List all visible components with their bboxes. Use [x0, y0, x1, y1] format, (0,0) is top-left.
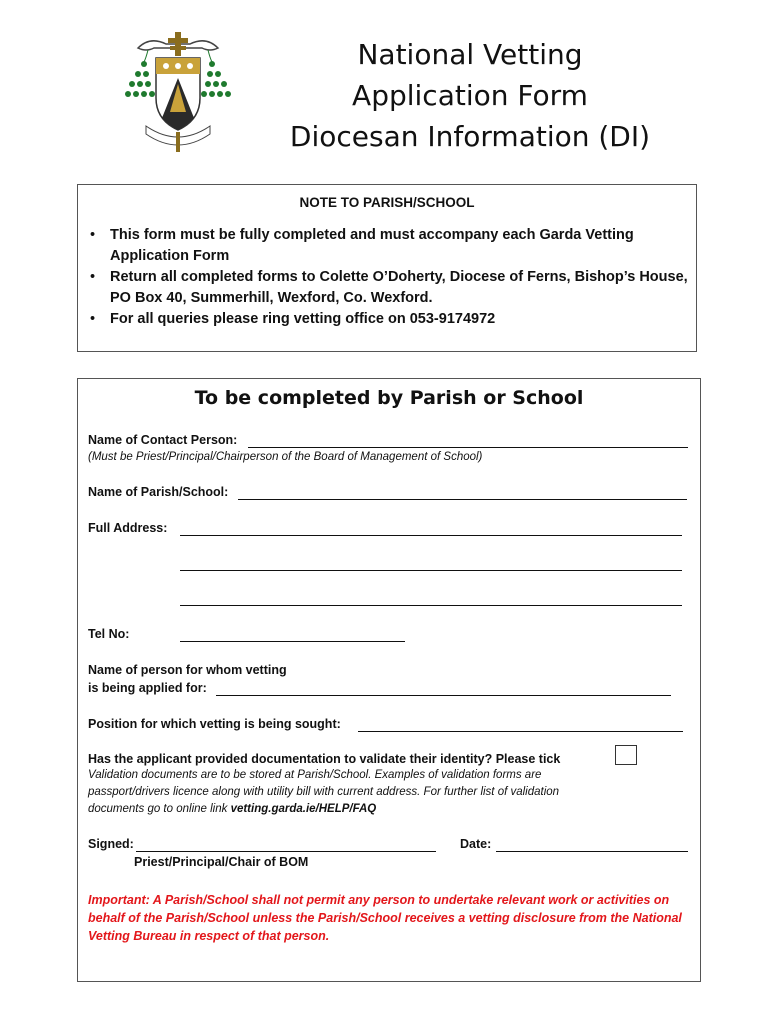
- diocese-crest-logo: [118, 28, 238, 154]
- note-box: [77, 184, 697, 352]
- note-item: [88, 309, 688, 330]
- note-item-text: For all queries please ring vetting office on 053-9174972: [110, 311, 496, 327]
- address-line-1-field[interactable]: [180, 535, 682, 536]
- validation-link[interactable]: vetting.garda.ie/HELP/FAQ: [230, 803, 377, 815]
- note-item: [88, 225, 688, 267]
- parish-school-field[interactable]: [238, 499, 687, 500]
- tel-label: Tel No:: [88, 627, 130, 641]
- parish-form-box: [77, 378, 701, 982]
- vetting-person-field[interactable]: [216, 695, 671, 696]
- note-item-text: Return all completed forms to Colette O’Doherty, Diocese of Ferns, Bishop’s House, PO Box 40, Summerhill, Wexford, Co. Wexford.: [110, 269, 688, 306]
- full-address-label: Full Address:: [88, 521, 168, 535]
- parish-school-label: Name of Parish/School:: [88, 485, 229, 499]
- important-notice: Important: A Parish/School shall not permit any person to undertake relevant work or activities on behalf of the Parish/School unless the Parish/School receives a vetting disclosure from the National Vetting Bureau in respect of that person.: [88, 893, 682, 943]
- note-item-text: This form must be fully completed and must accompany each Garda Vetting Application Form: [110, 227, 634, 264]
- bullet-icon: •: [90, 269, 96, 285]
- position-field[interactable]: [358, 731, 683, 732]
- vetting-person-label-line1: Name of person for whom vetting: [88, 663, 287, 677]
- position-label: Position for which vetting is being sought:: [88, 717, 341, 731]
- identity-tick-checkbox[interactable]: [615, 745, 637, 765]
- bullet-icon: •: [90, 227, 96, 243]
- title-line-2: Application Form: [352, 79, 588, 112]
- title-line-1: National Vetting: [357, 38, 583, 71]
- tel-field[interactable]: [180, 641, 405, 642]
- validation-text-line3: [88, 803, 376, 815]
- bullet-icon: •: [90, 311, 96, 327]
- contact-person-label: Name of Contact Person:: [88, 433, 238, 447]
- address-line-3-field[interactable]: [180, 605, 682, 606]
- validation-text-line1: Validation documents are to be stored at Parish/School. Examples of validation forms are: [88, 769, 542, 781]
- date-label: Date:: [460, 837, 492, 851]
- contact-person-field[interactable]: [248, 447, 688, 448]
- form-heading: To be completed by Parish or School: [194, 387, 584, 409]
- note-heading: NOTE TO PARISH/SCHOOL: [299, 195, 475, 210]
- signed-sublabel: Priest/Principal/Chair of BOM: [134, 855, 309, 869]
- title-line-3: Diocesan Information (DI): [289, 120, 651, 153]
- document-title: [250, 34, 690, 157]
- date-field[interactable]: [496, 851, 688, 852]
- contact-person-note: (Must be Priest/Principal/Chairperson of the Board of Management of School): [88, 451, 483, 463]
- vetting-person-label-line2: is being applied for:: [88, 681, 207, 695]
- validation-text-line2: passport/drivers licence along with utility bill with current address. For further list of validation: [88, 786, 560, 798]
- address-line-2-field[interactable]: [180, 570, 682, 571]
- signature-field[interactable]: [136, 851, 436, 852]
- note-item: [88, 267, 688, 309]
- identity-question: Has the applicant provided documentation to validate their identity? Please tick: [88, 752, 561, 766]
- signed-label: Signed:: [88, 837, 134, 851]
- note-list: [88, 225, 688, 330]
- validation-text-prefix: documents go to online link: [88, 803, 231, 815]
